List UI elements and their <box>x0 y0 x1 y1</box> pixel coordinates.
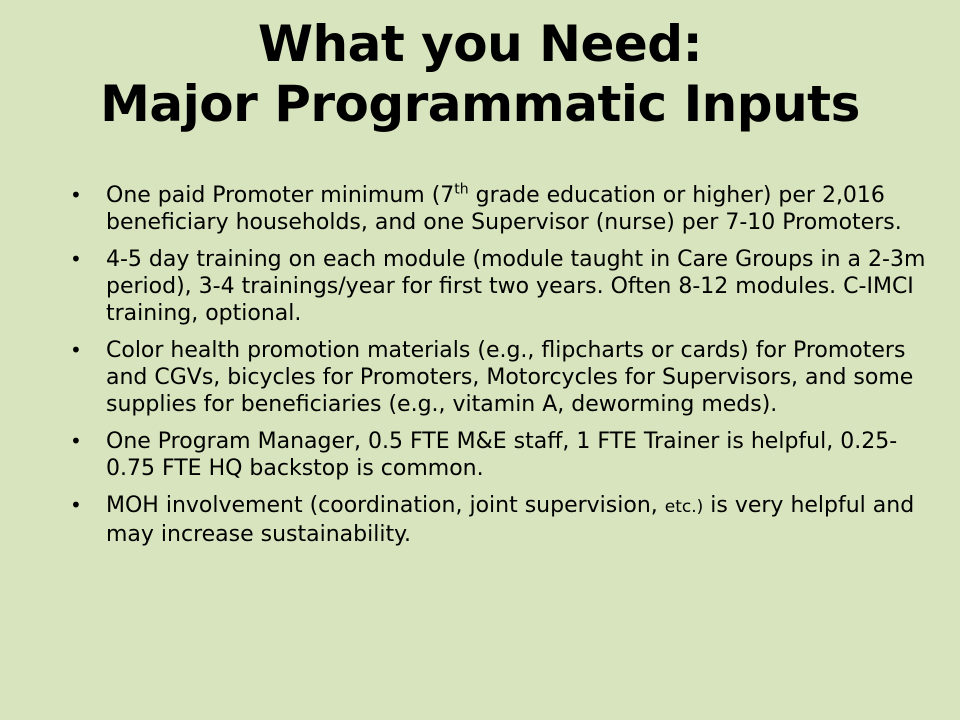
bullet-training <box>70 246 930 327</box>
bullet-materials <box>70 337 930 418</box>
bullet-moh-etc: etc.) <box>664 497 704 517</box>
bullet-moh <box>70 492 930 548</box>
bullet-training-text: 4-5 day training on each module (module taught in Care Groups in a 2-3m period), 3-4 trainings/year for first two years. Often 8-12 modules. C-IMCI training, optional. <box>106 247 926 326</box>
title-line-1: What you Need: <box>257 15 703 73</box>
bullet-list <box>70 182 930 558</box>
bullet-staff-text: One Program Manager, 0.5 FTE M&E staff, 1 FTE Trainer is helpful, 0.25-0.75 FTE HQ backstop is common. <box>106 429 898 481</box>
slide-title <box>0 14 960 134</box>
bullet-promoters-text-a: One paid Promoter minimum (7 <box>106 183 455 208</box>
bullet-promoters-text-b: grade education or higher) per 2,016 beneficiary households, and one Supervisor (nurse) per 7-10 Promoters. <box>106 183 902 235</box>
bullet-moh-text-a: MOH involvement (coordination, joint supervision, <box>106 493 665 518</box>
bullet-promoters <box>70 182 930 236</box>
bullet-moh-text-b: is very helpful and may increase sustainability. <box>106 493 915 547</box>
bullet-materials-text: Color health promotion materials (e.g., flipcharts or cards) for Promoters and CGVs, bicycles for Promoters, Motorcycles for Supervisors, and some supplies for beneficiaries (e.g., vitamin A, deworming meds). <box>106 338 914 417</box>
bullet-staff <box>70 428 930 482</box>
title-line-2: Major Programmatic Inputs <box>100 75 860 133</box>
bullet-promoters-superscript: th <box>454 181 469 198</box>
